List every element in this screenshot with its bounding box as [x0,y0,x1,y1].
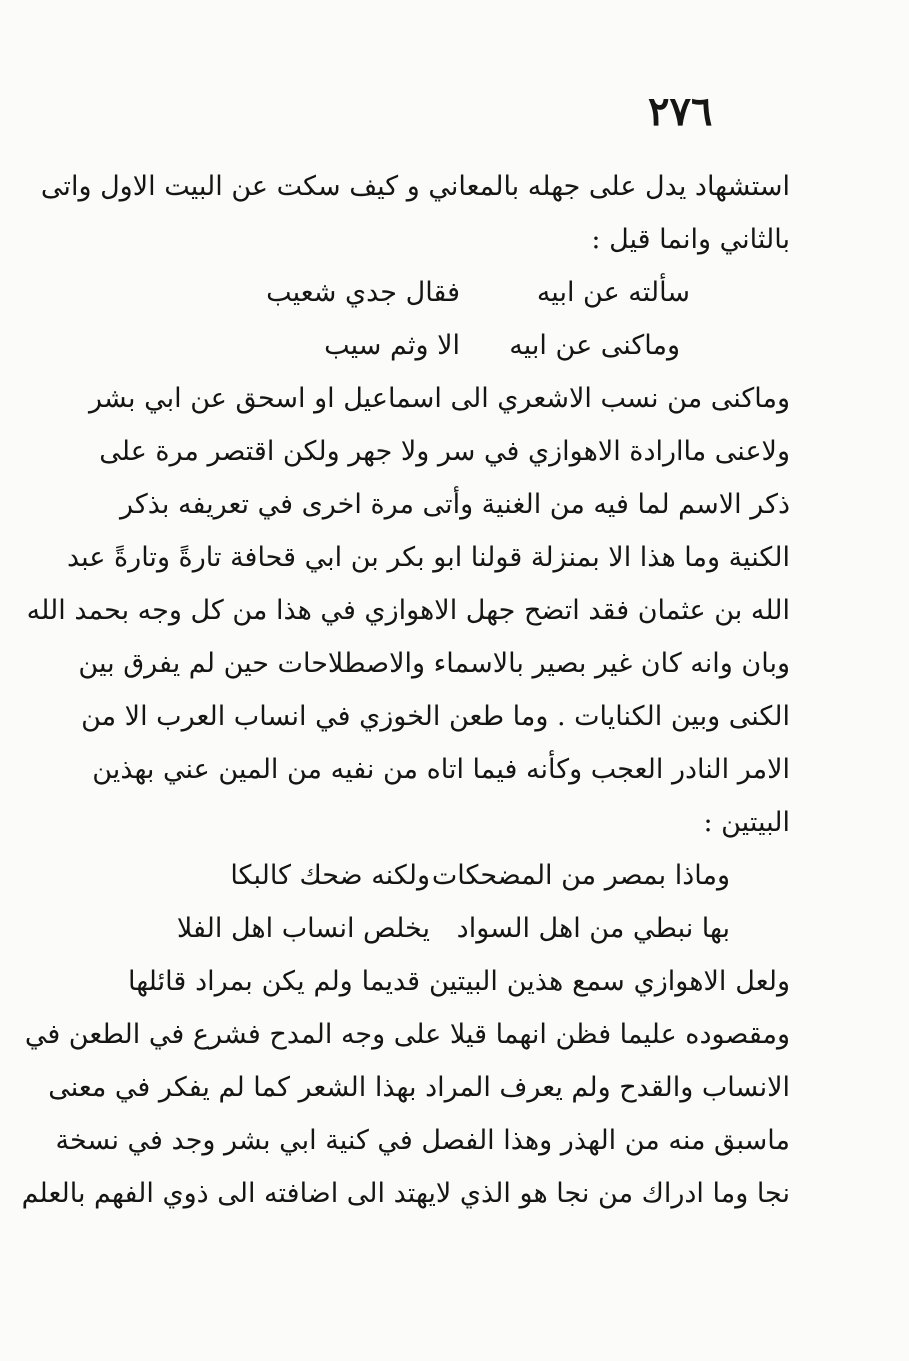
verse-hemistich-first: وماذا بمصر من المضحكات [431,860,730,891]
verse-hemistich-second: ولكنه ضحك كالبكا [230,860,430,891]
text-line: الامر النادر العجب وكأنه فيما اتاه من نفيه من المين عني بهذين [92,754,790,785]
verse-line [128,266,790,319]
verse-hemistich-second: فقال جدي شعيب [266,277,460,308]
verse-line [128,849,790,902]
text-line: ماسبق منه من الهذر وهذا الفصل في كنية ابي بشر وجد في نسخة [55,1125,790,1156]
verse-hemistich-first: سألته عن ابيه [536,277,690,308]
text-line: وماكنى من نسب الاشعري الى اسماعيل او اسحق عن ابي بشر [89,383,790,414]
verse-hemistich-second: يخلص انساب اهل الفلا [176,913,430,944]
body-text [21,160,790,1220]
text-line: الكنى وبين الكنايات . وما طعن الخوزي في انساب العرب الا من [81,701,790,732]
page-number: ٢٧٦ [648,88,713,135]
verse-line [128,319,790,372]
text-line: استشهاد يدل على جهله بالمعاني و كيف سكت عن البيت الاول واتى [40,171,790,202]
text-line: الله بن عثمان فقد اتضح جهل الاهوازي في هذا من كل وجه بحمد الله [26,595,790,626]
text-line: الكنية وما هذا الا بمنزلة قولنا ابو بكر بن ابي قحافة تارةً وتارةً عبد [67,542,790,573]
text-line: وبان وانه كان غير بصير بالاسماء والاصطلاحات حين لم يفرق بين [78,648,790,679]
text-line: ذكر الاسم لما فيه من الغنية وأتى مرة اخرى في تعريفه بذكر [119,489,790,520]
text-line: الانساب والقدح ولم يعرف المراد بهذا الشعر كما لم يفكر في معنى [48,1072,790,1103]
text-line: ومقصوده عليما فظن انهما قيلا على وجه المدح فشرع في الطعن في [24,1019,790,1050]
verse-hemistich-second: الا وثم سيب [324,330,460,361]
text-line: البيتين : [703,807,790,838]
text-line: ولاعنى ماارادة الاهوازي في سر ولا جهر ولكن اقتصر مرة على [99,436,790,467]
text-line: ولعل الاهوازي سمع هذين البيتين قديما ولم يكن بمراد قائلها [128,966,790,997]
verse-hemistich-first: وماكنى عن ابيه [509,330,680,361]
text-line: نجا وما ادراك من نجا هو الذي لايهتد الى اضافته الى ذوي الفهم بالعلم [21,1178,790,1209]
verse-hemistich-first: بها نبطي من اهل السواد [456,913,730,944]
verse-line [128,902,790,955]
text-line: بالثاني وانما قيل : [591,224,790,255]
